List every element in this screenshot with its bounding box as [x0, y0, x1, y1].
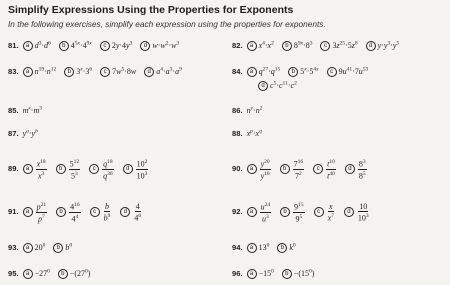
problem-87 [8, 126, 38, 139]
option-letter: d [345, 164, 355, 174]
option-c: c $\frac{b}{b^9}$ [90, 207, 113, 216]
problem-84 [232, 64, 374, 77]
option-a: a $\frac{p^{21}}{p^7}$ [23, 207, 49, 216]
problem-number: 94. [232, 242, 243, 252]
expression: $n^y\cdot n^2$ [246, 105, 263, 115]
option-letter: b [280, 207, 290, 217]
problem-number: 91. [8, 207, 19, 216]
option-d: d $y\cdot y^3\cdot y^5$ [366, 41, 400, 50]
option-letter: c [320, 41, 330, 51]
option-letter: b [58, 269, 68, 279]
option-letter: b [53, 243, 63, 253]
option-letter: b [64, 67, 74, 77]
option-letter: c [327, 67, 337, 77]
problem-number: 92. [232, 207, 243, 216]
problem-89 [8, 158, 155, 180]
option-d: d $w\cdot w^2\cdot w^3$ [140, 41, 179, 50]
problem-number: 81. [8, 40, 19, 50]
option-letter: c [100, 41, 110, 51]
option-c: c $\frac{q^{18}}{q^{36}}$ [89, 164, 115, 173]
page-title: Simplify Expressions Using the Properties for Exponents [8, 4, 294, 16]
problem-number: 95. [8, 268, 19, 278]
option-letter: b [56, 164, 66, 174]
option-letter: a [23, 67, 33, 77]
problem-91 [8, 201, 149, 223]
option-c: c $3z^{25}\cdot 5z^8$ [320, 41, 357, 50]
option-letter: c [314, 207, 324, 217]
option-letter: a [23, 164, 33, 174]
option-a: a $d^3\cdot d^6$ [23, 41, 51, 50]
problem-number: 93. [8, 242, 19, 252]
option-a: $a -27^0$ [23, 269, 50, 278]
option-c: c $9u^{41}\cdot 7u^{53}$ [327, 67, 369, 76]
option-b: b $\frac{5^{12}}{5^3}$ [56, 164, 82, 173]
option-a: a $20^0$ [23, 243, 46, 252]
option-a: a $\frac{u^{24}}{u^3}$ [247, 207, 273, 216]
option-letter: b [277, 243, 287, 253]
option-b: b $k^0$ [277, 243, 295, 252]
option-a: a $\frac{x^{18}}{x^3}$ [23, 164, 48, 173]
option-b: b $\frac{7^{16}}{7^2}$ [280, 164, 306, 173]
option-letter: a [23, 207, 33, 217]
problem-number: 85. [8, 105, 19, 115]
option-letter: c [89, 164, 99, 174]
problem-number: 96. [232, 268, 243, 278]
option-letter: b [280, 164, 290, 174]
option-d: d $\frac{4}{4^6}$ [120, 207, 143, 216]
option-a: a $x^4\cdot x^2$ [247, 41, 274, 50]
option-letter: d [123, 164, 133, 174]
problem-92 [232, 201, 377, 223]
option-b: $b -(27^0)$ [58, 269, 91, 278]
option-letter: a [247, 67, 257, 77]
option-c: c $\frac{x}{x^7}$ [314, 207, 336, 216]
option-b: $b -(15^0)$ [282, 269, 315, 278]
option-d: d $\frac{8^3}{8^5}$ [345, 164, 368, 173]
problem-number: 86. [232, 105, 243, 115]
option-letter: a [247, 207, 257, 217]
option-d: d $c^5\cdot c^{11}\cdot c^2$ [258, 81, 297, 90]
problem-85 [8, 103, 42, 116]
option-letter: a [247, 269, 257, 279]
option-d: d $\frac{10}{10^3}$ [344, 207, 371, 216]
problem-number: 83. [8, 66, 19, 76]
option-letter: a [23, 269, 33, 279]
problem-84-continued [258, 78, 303, 91]
option-letter: a [247, 41, 257, 51]
option-letter: d [366, 41, 376, 51]
option-a: $a -15^0$ [247, 269, 274, 278]
option-letter: d [144, 67, 154, 77]
problem-number: 88. [232, 128, 243, 138]
problem-number: 87. [8, 128, 19, 138]
expression: $y^a\cdot y^b$ [22, 128, 38, 138]
option-letter: b [59, 41, 69, 51]
problem-86 [232, 103, 262, 116]
option-d: d $a^4\cdot a^3\cdot a^9$ [144, 67, 182, 76]
expression: $x^p\cdot x^q$ [246, 128, 262, 138]
option-letter: a [247, 164, 257, 174]
option-b: b $8^{9x}\cdot 8^3$ [282, 41, 313, 50]
option-b: b $b^0$ [53, 243, 72, 252]
option-letter: d [140, 41, 150, 51]
option-c: c $\frac{t^{10}}{t^{40}}$ [313, 164, 337, 173]
option-letter: c [100, 67, 110, 77]
problem-95 [8, 266, 96, 279]
option-c: c $2y\cdot 4y^3$ [100, 41, 133, 50]
option-a: a $n^{19}\cdot n^{12}$ [23, 67, 57, 76]
option-d: d $\frac{10^2}{10^3}$ [123, 164, 150, 173]
problem-number: 82. [232, 40, 243, 50]
instructions: In the following exercises, simplify each expression using the properties for exponents. [8, 19, 326, 29]
problem-81 [8, 38, 185, 51]
option-letter: d [344, 207, 354, 217]
option-b: b $4^{5x}\cdot 4^{9x}$ [59, 41, 92, 50]
option-letter: a [23, 243, 33, 253]
option-a: a $q^{27}\cdot q^{15}$ [247, 67, 281, 76]
option-b: b $3^x\cdot 3^6$ [64, 67, 92, 76]
option-letter: b [288, 67, 298, 77]
option-letter: b [282, 269, 292, 279]
option-letter: a [247, 243, 257, 253]
problem-number: 89. [8, 164, 19, 173]
option-b: b $\frac{9^{15}}{9^5}$ [280, 207, 306, 216]
option-b: b $\frac{4^{16}}{4^4}$ [56, 207, 82, 216]
problem-82 [232, 38, 405, 51]
problem-93 [8, 240, 78, 253]
option-letter: b [282, 41, 292, 51]
option-letter: b [56, 207, 66, 217]
option-c: c $7w^5\cdot 8w$ [100, 67, 136, 76]
expression: $m^x\cdot m^3$ [22, 105, 42, 115]
option-letter: c [90, 207, 100, 217]
problem-number: 84. [232, 66, 243, 76]
option-letter: a [23, 41, 33, 51]
problem-96 [232, 266, 320, 279]
problem-90 [232, 158, 374, 180]
option-a: a $\frac{y^{20}}{y^{10}}$ [247, 164, 272, 173]
option-letter: c [313, 164, 323, 174]
problem-number: 90. [232, 164, 243, 173]
option-a: a $13^0$ [247, 243, 270, 252]
option-letter: d [120, 207, 130, 217]
option-letter: d [258, 81, 268, 91]
problem-83 [8, 64, 188, 77]
problem-94 [232, 240, 302, 253]
option-b: b $5^x\cdot 5^{4x}$ [288, 67, 318, 76]
problem-88 [232, 126, 262, 139]
